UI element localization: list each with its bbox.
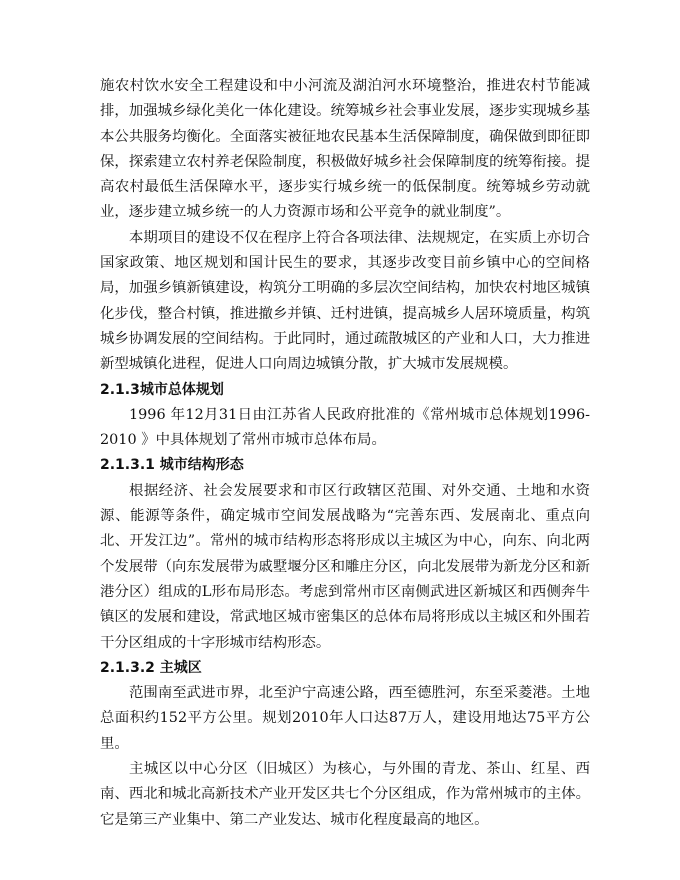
heading-city-master-plan: 2.1.3城市总体规划: [100, 381, 224, 398]
paragraph-master-plan-approval: 1996 年12月31日由江苏省人民政府批准的《常州城市总体规划1996-2010 》中具体规划了常州市城市总体布局。: [100, 406, 590, 449]
heading-main-urban-area: 2.1.3.2 主城区: [100, 659, 202, 676]
paragraph-main-area-scope: 范围南至武进市界，北至沪宁高速公路，西至德胜河，东至采菱港。土地总面积约152平方公里。规划2010年人口达87万人，建设用地达75平方公里。: [100, 685, 590, 752]
document-body: [100, 74, 590, 833]
paragraph-city-structure: 根据经济、社会发展要求和市区行政辖区范围、对外交通、土地和水资源、能源等条件，确定城市空间发展战略为“完善东西、发展南北、重点向北、开发江边”。常州的城市结构形态将形成以主城区为中心，向东、向北两个发展带（向东发展带为戚墅堰分区和雕庄分区，向北发展带为新龙分区和新港分区）组成的L形布局形态。考虑到常州市区南侧武进区新城区和西侧奔牛镇区的发展和建设，常武地区城市密集区的总体布局将形成以主城区和外围若干分区组成的十字形城市结构形态。: [100, 482, 590, 651]
paragraph-main-area-composition: 主城区以中心分区（旧城区）为核心，与外围的青龙、茶山、红星、西南、西北和城北高新技术产业开发区共七个分区组成，作为常州城市的主体。它是第三产业集中、第二产业发达、城市化程度最高的地区。: [100, 761, 590, 828]
heading-city-structure: 2.1.3.1 城市结构形态: [100, 457, 244, 474]
paragraph-project-significance: 本期项目的建设不仅在程序上符合各项法律、法规规定，在实质上亦切合国家政策、地区规划和国计民生的要求，其逐步改变目前乡镇中心的空间格局，加强乡镇新镇建设，构筑分工明确的多层次空间结构，加快农村地区城镇化步伐，整合村镇，推进撤乡并镇、迁村进镇，提高城乡人居环境质量，构筑城乡协调发展的空间结构。于此同时，通过疏散城区的产业和人口，大力推进新型城镇化进程，促进人口向周边城镇分散，扩大城市发展规模。: [100, 229, 590, 373]
paragraph-rural-services: 施农村饮水安全工程建设和中小河流及湖泊河水环境整治，推进农村节能减排，加强城乡绿化美化一体化建设。统筹城乡社会事业发展，逐步实现城乡基本公共服务均衡化。全面落实被征地农民基本生活保障制度，确保做到即征即保，探索建立农村养老保险制度，积极做好城乡社会保障制度的统筹衔接。提高农村最低生活保障水平，逐步实行城乡统一的低保制度。统筹城乡劳动就业，逐步建立城乡统一的人力资源市场和公平竞争的就业制度”。: [100, 78, 590, 221]
